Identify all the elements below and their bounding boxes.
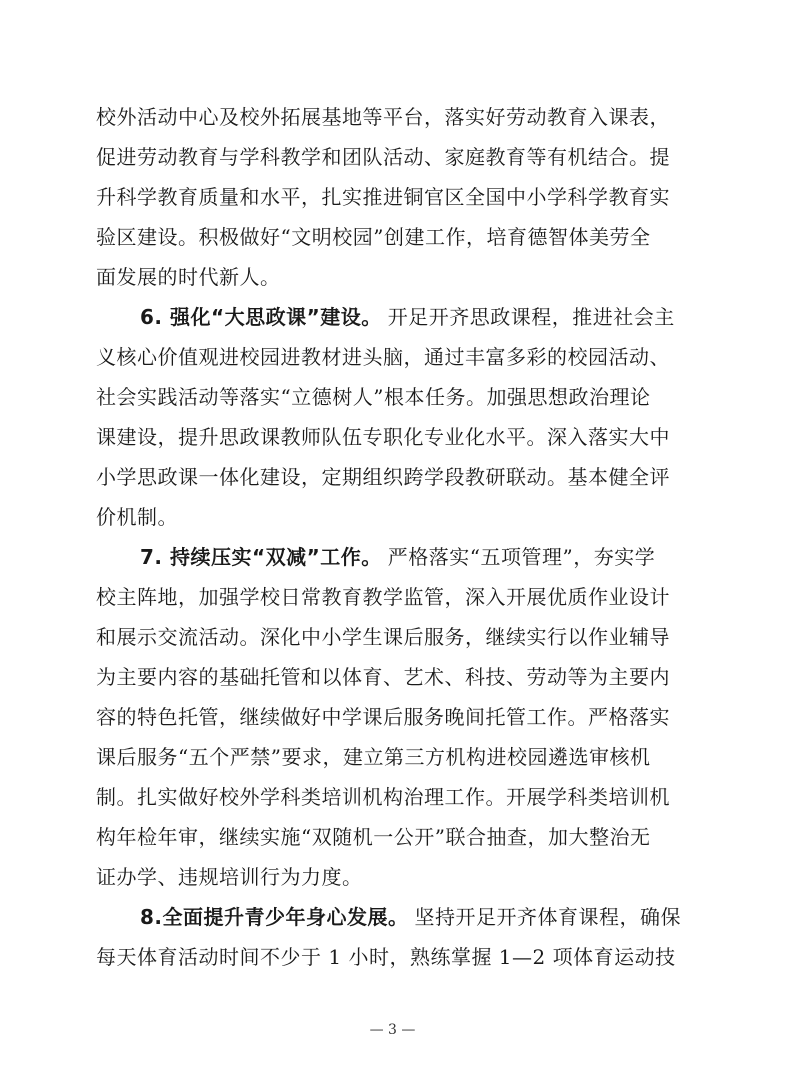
text-line: [96, 177, 696, 217]
line-text: 和展示交流活动。深化中小学生课后服务，继续实行以作业辅导: [96, 625, 670, 649]
line-text: 课建设，提升思政课教师队伍专职化专业化水平。深入落实大中: [96, 425, 670, 449]
text-line: [96, 217, 696, 257]
text-line: [96, 817, 696, 857]
paragraph-section-8: [96, 897, 696, 977]
line-text: 校外活动中心及校外拓展基地等平台，落实好劳动教育入课表，: [96, 105, 670, 129]
section-heading: 8.全面提升青少年身心发展。: [140, 905, 409, 929]
text-line: [96, 617, 696, 657]
section-heading: 6. 强化“大思政课”建设。: [140, 305, 382, 329]
line-text: 开足开齐思政课程，推进社会主: [387, 305, 675, 329]
line-text: 证办学、违规培训行为力度。: [96, 865, 363, 889]
section-heading: 7. 持续压实“双减”工作。: [140, 545, 382, 569]
text-line: [96, 297, 696, 337]
paragraph-section-6: [96, 297, 696, 537]
text-line: [96, 937, 696, 977]
text-line: [96, 497, 696, 537]
line-text: 严格落实“五项管理”，夯实学: [387, 545, 656, 569]
text-line: [96, 737, 696, 777]
text-line: [96, 377, 696, 417]
line-text: 面发展的时代新人。: [96, 265, 281, 289]
paragraph-section-7: [96, 537, 696, 897]
page-number: — 3 —: [369, 1022, 416, 1038]
line-text: 课后服务“五个严禁”要求，建立第三方机构进校园遴选审核机: [96, 745, 651, 769]
line-text: 坚持开足开齐体育课程，确保: [414, 905, 682, 929]
line-text: 制。扎实做好校外学科类培训机构治理工作。开展学科类培训机: [96, 785, 670, 809]
line-text: 容的特色托管，继续做好中学课后服务晚间托管工作。严格落实: [96, 705, 670, 729]
paragraph-continuation: [96, 97, 696, 297]
line-text: 社会实践活动等落实“立德树人”根本任务。加强思想政治理论: [96, 385, 651, 409]
line-text: 构年检年审，继续实施“双随机一公开”联合抽查，加大整治无: [96, 825, 651, 849]
text-line: [96, 537, 696, 577]
text-line: [96, 337, 696, 377]
line-text: 价机制。: [96, 505, 178, 529]
document-body: [96, 97, 696, 977]
text-line: [96, 97, 696, 137]
text-line: [96, 697, 696, 737]
line-text: 为主要内容的基础托管和以体育、艺术、科技、劳动等为主要内: [96, 665, 670, 689]
text-line: [96, 257, 696, 297]
text-line: [96, 457, 696, 497]
line-text: 验区建设。积极做好“文明校园”创建工作，培育德智体美劳全: [96, 225, 651, 249]
text-line: [96, 137, 696, 177]
line-text: 促进劳动教育与学科教学和团队活动、家庭教育等有机结合。提: [96, 145, 670, 169]
line-text: 义核心价值观进校园进教材进头脑，通过丰富多彩的校园活动、: [96, 345, 670, 369]
line-text: 每天体育活动时间不少于 1 小时，熟练掌握 1—2 项体育运动技: [96, 945, 676, 969]
text-line: [96, 577, 696, 617]
line-text: 小学思政课一体化建设，定期组织跨学段教研联动。基本健全评: [96, 465, 670, 489]
text-line: [96, 417, 696, 457]
text-line: [96, 777, 696, 817]
line-text: 校主阵地，加强学校日常教育教学监管，深入开展优质作业设计: [96, 585, 670, 609]
text-line: [96, 657, 696, 697]
line-text: 升科学教育质量和水平，扎实推进铜官区全国中小学科学教育实: [96, 185, 670, 209]
text-line: [96, 897, 696, 937]
text-line: [96, 857, 696, 897]
